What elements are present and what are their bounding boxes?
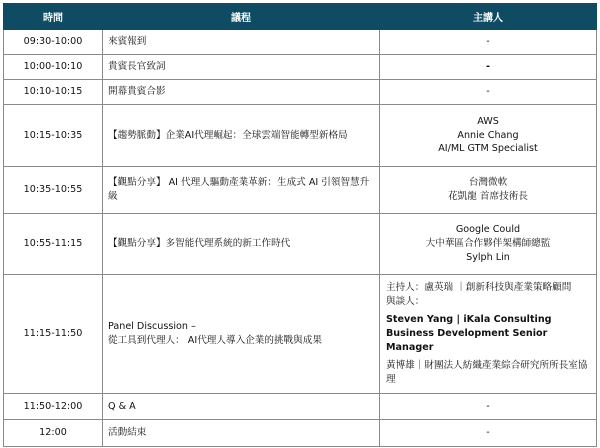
row-speaker: [380, 214, 597, 275]
speaker-org: 台灣微軟: [468, 177, 508, 189]
row-time: 10:00-10:10: [4, 55, 103, 80]
panel-guest-1: Steven Yang | iKala Consulting Business Development Senior Manager: [386, 314, 552, 353]
table-row: [4, 30, 597, 55]
panel-guests-label: 與談人：: [386, 296, 425, 308]
row-agenda: Q & A: [103, 394, 380, 420]
row-agenda: 開幕貴賓合影: [103, 80, 380, 105]
table-row: [4, 167, 597, 214]
panel-title: Panel Discussion –: [108, 321, 196, 333]
row-time: 11:15-11:50: [4, 275, 103, 394]
row-time: 10:35-10:55: [4, 167, 103, 214]
row-agenda: [103, 275, 380, 394]
speaker-name: Sylph Lin: [466, 251, 510, 263]
row-time: 11:50-12:00: [4, 394, 103, 420]
header-row: [4, 4, 597, 30]
table-row: [4, 394, 597, 420]
speaker-org: Google Could: [455, 224, 521, 236]
table-row: [4, 275, 597, 394]
panel-guest-2: 黃博雄｜財團法人紡織產業綜合研究所所長室協理: [386, 359, 588, 385]
table-row: [4, 80, 597, 105]
row-agenda: 來賓報到: [103, 30, 380, 55]
row-speaker: -: [380, 55, 597, 80]
row-speaker: -: [380, 30, 597, 55]
header-time: 時間: [4, 4, 103, 30]
speaker-org: AWS: [477, 115, 499, 127]
speaker-name: 花凱龍 首席技術長: [448, 191, 528, 202]
row-speaker: -: [380, 80, 597, 105]
row-time: 10:55-11:15: [4, 214, 103, 275]
row-time: 09:30-10:00: [4, 30, 103, 55]
row-speaker: [380, 167, 597, 214]
speaker-title: AI/ML GTM Specialist: [438, 143, 538, 155]
header-speaker: 主講人: [380, 4, 597, 30]
row-agenda: 【觀點分享】多智能代理系統的新工作時代: [103, 214, 380, 275]
row-agenda: 【觀點分享】 AI 代理人驅動產業革新：生成式 AI 引領智慧升級: [103, 167, 380, 214]
table-row: [4, 420, 597, 447]
row-time: 10:15-10:35: [4, 105, 103, 167]
agenda-table: [3, 3, 597, 447]
row-speaker: -: [380, 420, 597, 447]
table-row: [4, 55, 597, 80]
table-row: [4, 214, 597, 275]
agenda-table-wrapper: [3, 3, 596, 447]
row-agenda: 【趨勢脈動】企業AI代理崛起：全球雲端智能轉型新格局: [103, 105, 380, 167]
panel-subtitle: 從工具到代理人： AI代理人導入企業的挑戰與成果: [108, 335, 322, 346]
panel-host: 主持人：盧英瑞 ｜創新科技與產業策略顧問: [386, 282, 572, 294]
row-speaker: [380, 275, 597, 394]
table-row: [4, 105, 597, 167]
row-agenda: 貴賓長官致詞: [103, 55, 380, 80]
row-time: 10:10-10:15: [4, 80, 103, 105]
row-speaker: [380, 105, 597, 167]
row-speaker: -: [380, 394, 597, 420]
speaker-title: 大中華區合作夥伴架構師總監: [425, 238, 551, 250]
speaker-name: Annie Chang: [457, 129, 519, 141]
header-agenda: 議程: [103, 4, 380, 30]
row-time: 12:00: [4, 420, 103, 447]
row-agenda: 活動結束: [103, 420, 380, 447]
